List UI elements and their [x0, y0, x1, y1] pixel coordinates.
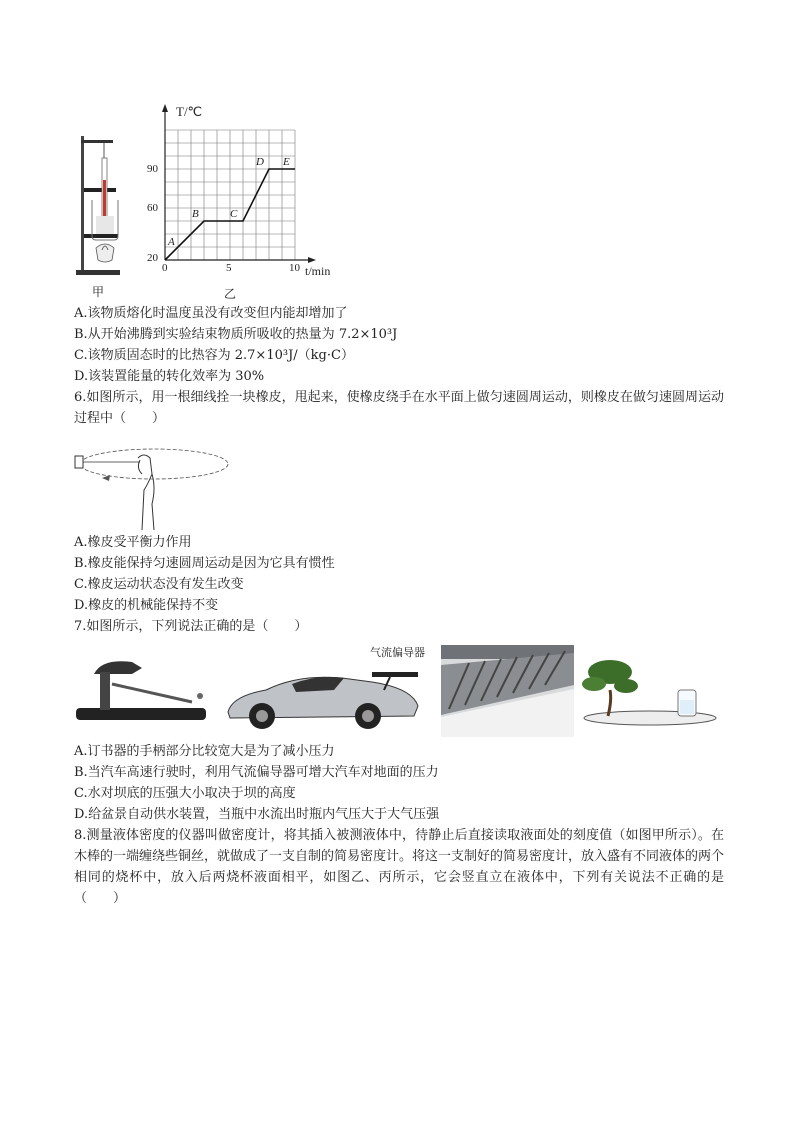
y-axis-label: T/℃	[176, 104, 203, 119]
q6-option-b: B.橡皮能保持匀速圆周运动是因为它具有惯性	[74, 556, 335, 571]
point-b-label: B	[192, 208, 199, 220]
q6-option-a: A.橡皮受平衡力作用	[74, 535, 192, 550]
figure-label-yi: 乙	[224, 287, 237, 301]
eraser-circular-motion-figure	[72, 444, 232, 532]
sports-car-image	[222, 660, 422, 732]
x-tick-0: 0	[162, 262, 168, 274]
q7-option-d: D.给盆景自动供水装置，当瓶中水流出时瓶内气压大于大气压强	[74, 807, 440, 822]
bonsai-water-supply-image	[580, 650, 722, 732]
air-deflector-label: 气流偏导器	[370, 646, 425, 659]
q5-option-d: D.该装置能量的转化效率为 30%	[74, 369, 265, 384]
q5-option-a: A.该物质熔化时温度虽没有改变但内能却增加了	[74, 306, 348, 321]
q8-stem: 8.测量液体密度的仪器叫做密度计，将其插入被测液体中，待静止后直接读取液面处的刻度值（如图甲所示）。在木棒的一端缠绕些铜丝，就做成了一支自制的简易密度计。将这一支制好的简易密度计，放入盛有不同液体的两个相同的烧杯中，放入后两烧杯液面相平，如图乙、丙所示，它会竖直立在液体中，下列有关说法不正确的是（ ）	[74, 828, 725, 906]
temperature-time-graph	[140, 100, 345, 280]
q7-option-c: C.水对坝底的压强大小取决于坝的高度	[74, 786, 296, 801]
q7-stem: 7.如图所示，下列说法正确的是（ ）	[74, 619, 308, 634]
q6-option-d: D.橡皮的机械能保持不变	[74, 598, 219, 613]
q7-option-b: B.当汽车高速行驶时，利用气流偏导器可增大汽车对地面的压力	[74, 765, 439, 780]
point-d-label: D	[256, 156, 264, 168]
stapler-image	[72, 650, 212, 730]
dam-image	[441, 645, 574, 737]
q6-stem: 6.如图所示，用一根细线拴一块橡皮，甩起来，使橡皮绕手在水平面上做匀速圆周运动，则橡皮在做匀速圆周运动过程中（ ）	[74, 390, 724, 426]
y-tick-90: 90	[147, 163, 158, 175]
q6-option-c: C.橡皮运动状态没有发生改变	[74, 577, 244, 592]
figure-label-jia: 甲	[92, 285, 105, 299]
point-c-label: C	[230, 208, 238, 220]
q5-option-c: C.该物质固态时的比热容为 2.7×10³J/（kg·C）	[74, 348, 354, 363]
y-tick-20: 20	[147, 252, 158, 264]
point-a-label: A	[168, 236, 175, 248]
x-axis-label: t/min	[305, 264, 331, 278]
y-tick-60: 60	[147, 202, 158, 214]
q5-option-b: B.从开始沸腾到实验结束物质所吸收的热量为 7.2×10³J	[74, 327, 398, 342]
point-e-label: E	[283, 156, 290, 168]
q7-option-a: A.订书器的手柄部分比较宽大是为了减小压力	[74, 744, 335, 759]
x-tick-5: 5	[226, 262, 232, 274]
x-tick-10: 10	[289, 262, 300, 274]
heating-apparatus-figure	[72, 128, 122, 278]
